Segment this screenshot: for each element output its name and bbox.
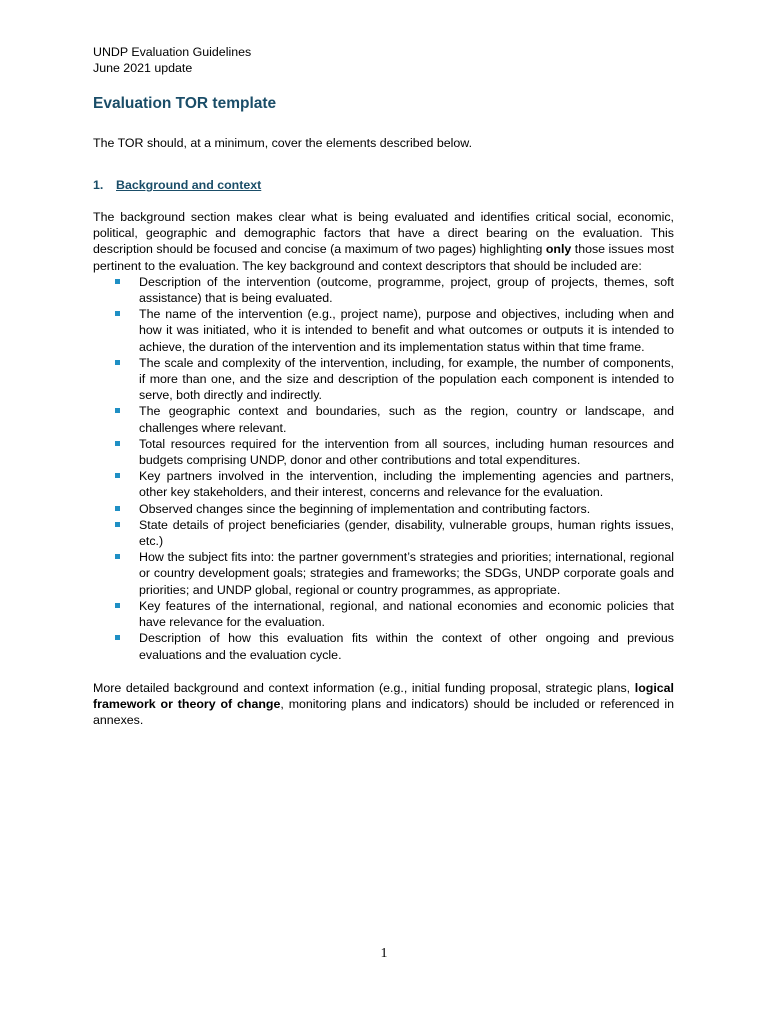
bullet-item — [139, 468, 674, 500]
bullet-item — [139, 403, 674, 435]
background-emphasis: only — [545, 242, 572, 257]
closing-text-start: More detailed background and context information (e.g., initial funding proposal, strategic plans, — [93, 680, 635, 695]
bullet-item — [139, 598, 674, 630]
square-bullet-icon — [115, 554, 120, 559]
square-bullet-icon — [115, 473, 120, 478]
bullet-text: The name of the intervention (e.g., project name), purpose and objectives, including when and how it was initiated, who it is intended to benefit and what outcomes or outputs it is intended to achieve, the duration of the intervention and its implementation status within that time frame. — [139, 307, 674, 354]
bullet-item — [139, 501, 674, 517]
square-bullet-icon — [115, 522, 120, 527]
bullet-text: Description of how this evaluation fits within the context of other ongoing and previous evaluations and the evaluation cycle. — [139, 631, 674, 662]
bullet-text: Key partners involved in the intervention, including the implementing agencies and partners, other key stakeholders, and their interest, concerns and relevance for the evaluation. — [139, 469, 674, 500]
page-number: 1 — [380, 946, 388, 961]
bullet-item — [139, 517, 674, 549]
bullet-text: How the subject fits into: the partner government’s strategies and priorities; international, regional or country development goals; strategies and frameworks; the SDGs, UNDP corporate goals and priorities; and UNDP global, regional or country programmes, as appropriate. — [139, 550, 674, 597]
square-bullet-icon — [115, 279, 120, 284]
section-heading — [93, 177, 674, 193]
square-bullet-icon — [115, 635, 120, 640]
running-header-line1: UNDP Evaluation Guidelines — [93, 45, 252, 59]
square-bullet-icon — [115, 311, 120, 316]
document-title: Evaluation TOR template — [93, 95, 277, 113]
bullet-item — [139, 274, 674, 306]
square-bullet-icon — [115, 441, 120, 446]
background-text-start: The background section makes clear what is being evaluated and identifies critical social, economic, political, geographic and demographic factors that have a direct bearing on the evaluation. This description should be focused and concise (a maximum of two pages) highlighting — [93, 210, 674, 257]
bullet-text: Observed changes since the beginning of implementation and contributing factors. — [139, 501, 591, 516]
page-content — [93, 44, 674, 728]
closing-emphasis: logical framework or theory of change — [93, 680, 674, 711]
bullet-item — [139, 630, 674, 662]
square-bullet-icon — [115, 506, 120, 511]
running-header-line2: June 2021 update — [93, 61, 193, 76]
bullet-item — [139, 436, 674, 468]
bullet-item — [139, 355, 674, 404]
bullet-text: State details of project beneficiaries (gender, disability, vulnerable groups, human rights issues, etc.) — [139, 517, 674, 549]
bullet-text: Description of the intervention (outcome, programme, project, group of projects, themes, soft assistance) that is being evaluated. — [139, 274, 674, 306]
section-heading-text: Background and context — [116, 177, 262, 192]
square-bullet-icon — [115, 360, 120, 365]
closing-text-end: , monitoring plans and indicators) should be included or referenced in annexes. — [93, 696, 674, 728]
square-bullet-icon — [115, 603, 120, 608]
bullet-text: The scale and complexity of the intervention, including, for example, the number of components, if more than one, and the size and description of the population each component is intended to serve, both directly and indirectly. — [139, 355, 674, 403]
closing-paragraph — [93, 680, 674, 729]
bullet-item — [139, 549, 674, 598]
descriptor-bullet-list — [93, 274, 674, 663]
intro-paragraph: The TOR should, at a minimum, cover the elements described below. — [93, 135, 473, 150]
background-paragraph — [93, 209, 674, 274]
bullet-item — [139, 306, 674, 355]
section-number: 1. — [93, 177, 104, 192]
bullet-text: Key features of the international, regional, and national economies and economic policies that have relevance for the evaluation. — [139, 598, 674, 630]
bullet-text: Total resources required for the intervention from all sources, including human resources and budgets comprising UNDP, donor and other contributions and total expenditures. — [139, 436, 674, 468]
background-text-end: those issues most pertinent to the evaluation. The key background and context descriptors that should be included are: — [93, 242, 674, 273]
bullet-text: The geographic context and boundaries, such as the region, country or landscape, and challenges where relevant. — [139, 404, 674, 435]
square-bullet-icon — [115, 408, 120, 413]
